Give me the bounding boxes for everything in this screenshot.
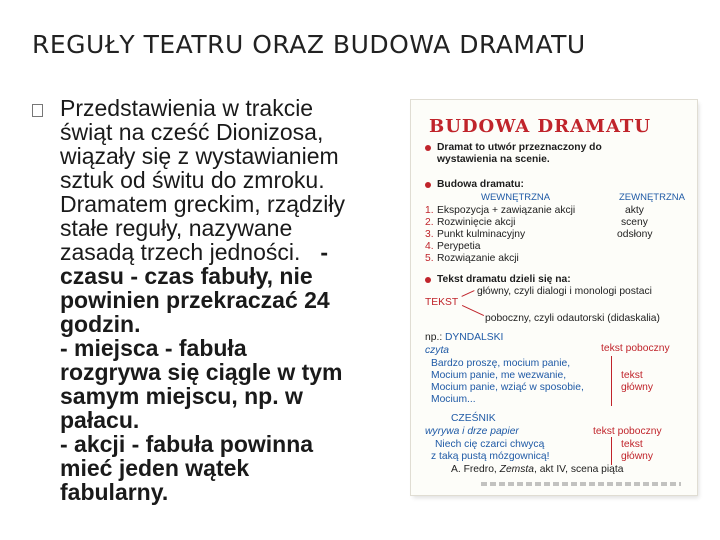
body-line: wiązały się z wystawianiem <box>60 143 339 169</box>
row-text: Rozwinięcie akcji <box>437 217 516 228</box>
row-number: 2. <box>425 217 434 228</box>
source-author: A. Fredro, <box>451 464 497 475</box>
source-title: Zemsta <box>499 464 534 475</box>
quote-line: Mocium... <box>431 394 476 405</box>
publisher-footer <box>481 482 681 486</box>
panel-title: BUDOWA DRAMATU <box>429 116 652 137</box>
character-name: CZEŚNIK <box>451 413 496 424</box>
bullet-box-icon <box>32 104 43 117</box>
body-line: zasadą trzech jedności. <box>60 239 301 265</box>
quote-line: Bardzo proszę, mocium panie, <box>431 358 571 369</box>
unity-of-action-line: mieć jeden wątek <box>60 455 250 481</box>
arrow-line <box>461 290 474 297</box>
row-right: akty <box>625 205 644 216</box>
example-label: np.: <box>425 332 443 343</box>
row-text: Punkt kulminacyjny <box>437 229 526 240</box>
stage-direction: czyta <box>425 345 450 356</box>
main-text-tag: tekst <box>621 370 643 381</box>
row-right: odsłony <box>617 229 653 240</box>
row-right: sceny <box>621 217 648 228</box>
definition-line: wystawienia na scenie. <box>437 154 550 165</box>
main-text-tag: tekst <box>621 439 643 450</box>
unity-of-action-line: - akcji - fabuła powinna <box>60 431 314 457</box>
body-line: sztuk od świtu do zmroku. <box>60 167 325 193</box>
main-text-tag: główny <box>621 451 654 462</box>
body-line: świąt na cześć Dionizosa, <box>60 119 324 145</box>
red-bullet-icon <box>425 182 431 188</box>
main-text-tag: główny <box>621 382 654 393</box>
row-number: 3. <box>425 229 434 240</box>
red-bullet-icon <box>425 277 431 283</box>
body-line-unity-principle <box>60 240 405 264</box>
side-text-tag: tekst poboczny <box>593 426 662 437</box>
bold-dash: - <box>320 239 329 265</box>
definition-line: Dramat to utwór przeznaczony do <box>437 142 602 153</box>
external-label: ZEWNĘTRZNA <box>619 192 685 203</box>
row-number: 1. <box>425 205 434 216</box>
row-text: Ekspozycja + zawiązanie akcji <box>437 205 576 216</box>
unity-of-time-line: godzin. <box>60 311 141 337</box>
quote-line: Niech cię czarci chwycą <box>435 439 545 450</box>
row-text: Rozwiązanie akcji <box>437 253 519 264</box>
character-name: DYNDALSKI <box>445 332 504 343</box>
source-citation <box>451 464 624 476</box>
arrow-line <box>462 305 484 316</box>
body-line: stałe reguły, nazywane <box>60 215 293 241</box>
side-text-line: poboczny, czyli odautorski (didaskalia) <box>485 313 660 324</box>
unity-of-place-line: pałacu. <box>60 407 140 433</box>
row-number: 4. <box>425 241 434 252</box>
body-line: Przedstawienia w trakcie <box>60 95 314 121</box>
unity-of-place-line: rozgrywa się ciągle w tym <box>60 359 343 385</box>
unity-of-place-line: samym miejscu, np. w <box>60 383 303 409</box>
text-division-heading: Tekst dramatu dzieli się na: <box>437 274 571 285</box>
row-text: Perypetia <box>437 241 481 252</box>
red-bullet-icon <box>425 145 431 151</box>
quote-line: Mocium panie, wziąć w sposobie, <box>431 382 584 393</box>
tekst-label: TEKST <box>425 297 459 308</box>
unity-of-place-line: - miejsca - fabuła <box>60 335 247 361</box>
slide-title: REGUŁY TEATRU ORAZ BUDOWA DRAMATU <box>32 30 586 59</box>
side-text-tag: tekst poboczny <box>601 343 670 354</box>
quote-line: Mocium panie, me wezwanie, <box>431 370 567 381</box>
structure-heading: Budowa dramatu: <box>437 179 524 190</box>
quote-line: z taką pustą mózgownicą! <box>431 451 550 462</box>
source-location: , akt IV, scena piąta <box>534 464 624 475</box>
stage-direction: wyrywa i drze papier <box>425 426 519 437</box>
internal-label: WEWNĘTRZNA <box>481 192 551 203</box>
slide-body-text <box>60 96 405 504</box>
unity-of-time-line: powinien przekraczać 24 <box>60 287 330 313</box>
row-number: 5. <box>425 253 434 264</box>
drama-structure-image <box>411 100 697 495</box>
unity-of-action-line: fabularny. <box>60 479 169 505</box>
main-text-line: główny, czyli dialogi i monologi postaci <box>477 286 652 297</box>
unity-of-time-line: czasu - czas fabuły, nie <box>60 263 313 289</box>
body-line: Dramatem greckim, rządziły <box>60 191 345 217</box>
bracket-line <box>611 437 612 465</box>
bracket-line <box>611 356 612 406</box>
